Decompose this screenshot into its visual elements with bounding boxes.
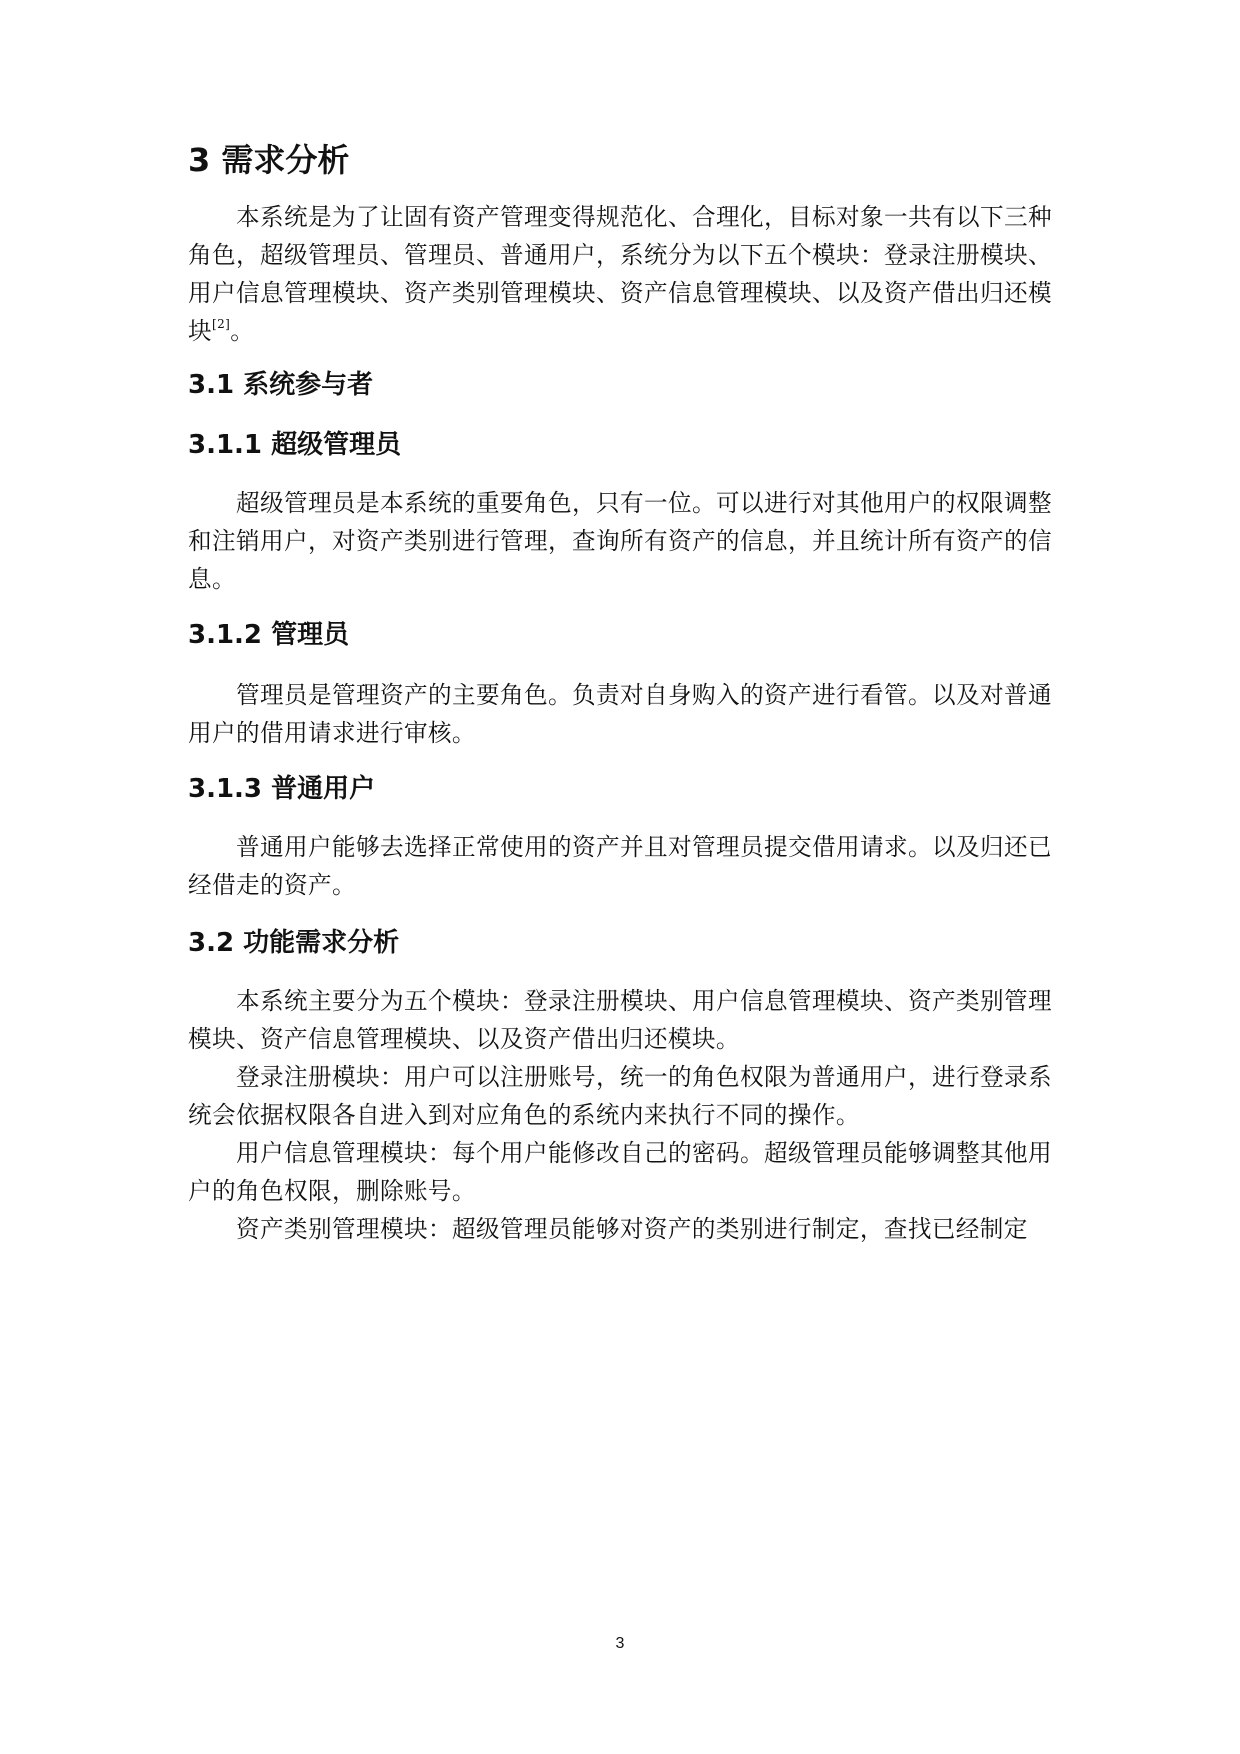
subsection-number: 3.2 — [188, 928, 235, 958]
section-title: 需求分析 — [221, 141, 350, 179]
functional-paragraph-user-info: 用户信息管理模块：每个用户能修改自己的密码。超级管理员能够调整其他用户的角色权限，删除账号。 — [188, 1139, 1052, 1205]
user-paragraph: 普通用户能够去选择正常使用的资产并且对管理员提交借用请求。以及归还已经借走的资产。 — [188, 833, 1052, 899]
subsubsection-heading-super-admin — [188, 428, 401, 462]
subsubsection-number: 3.1.3 — [188, 774, 263, 804]
functional-paragraph-overview: 本系统主要分为五个模块：登录注册模块、用户信息管理模块、资产类别管理模块、资产信息管理模块、以及资产借出归还模块。 — [188, 987, 1052, 1053]
section-heading — [188, 140, 349, 180]
subsubsection-title: 普通用户 — [271, 774, 376, 804]
subsection-heading-functional — [188, 926, 399, 960]
intro-text: 本系统是为了让固有资产管理变得规范化、合理化，目标对象一共有以下三种角色，超级管理员、管理员、普通用户，系统分为以下五个模块：登录注册模块、用户信息管理模块、资产类别管理模块、资产信息管理模块、以及资产借出归还模块 — [188, 203, 1052, 345]
super-admin-paragraph: 超级管理员是本系统的重要角色，只有一位。可以进行对其他用户的权限调整和注销用户，对资产类别进行管理，查询所有资产的信息，并且统计所有资产的信息。 — [188, 489, 1052, 593]
subsubsection-heading-admin — [188, 618, 349, 652]
intro-end-mark: 。 — [230, 317, 255, 345]
functional-paragraph-category: 资产类别管理模块：超级管理员能够对资产的类别进行制定，查找已经制定 — [236, 1215, 1028, 1243]
admin-paragraph: 管理员是管理资产的主要角色。负责对自身购入的资产进行看管。以及对普通用户的借用请求进行审核。 — [188, 681, 1052, 747]
subsubsection-title: 超级管理员 — [271, 430, 402, 460]
citation-link[interactable]: [2] — [212, 317, 231, 332]
functional-paragraph-login: 登录注册模块：用户可以注册账号，统一的角色权限为普通用户，进行登录系统会依据权限各自进入到对应角色的系统内来执行不同的操作。 — [188, 1063, 1052, 1129]
subsubsection-heading-user — [188, 772, 375, 806]
subsection-title: 功能需求分析 — [243, 928, 400, 958]
subsection-heading-participants — [188, 368, 373, 402]
subsection-number: 3.1 — [188, 370, 235, 400]
subsubsection-number: 3.1.2 — [188, 620, 263, 650]
section-number: 3 — [188, 141, 211, 179]
subsubsection-number: 3.1.1 — [188, 430, 263, 460]
intro-paragraph — [188, 198, 1052, 350]
subsection-title: 系统参与者 — [243, 370, 374, 400]
page-number: 3 — [615, 1635, 625, 1652]
subsubsection-title: 管理员 — [271, 620, 350, 650]
